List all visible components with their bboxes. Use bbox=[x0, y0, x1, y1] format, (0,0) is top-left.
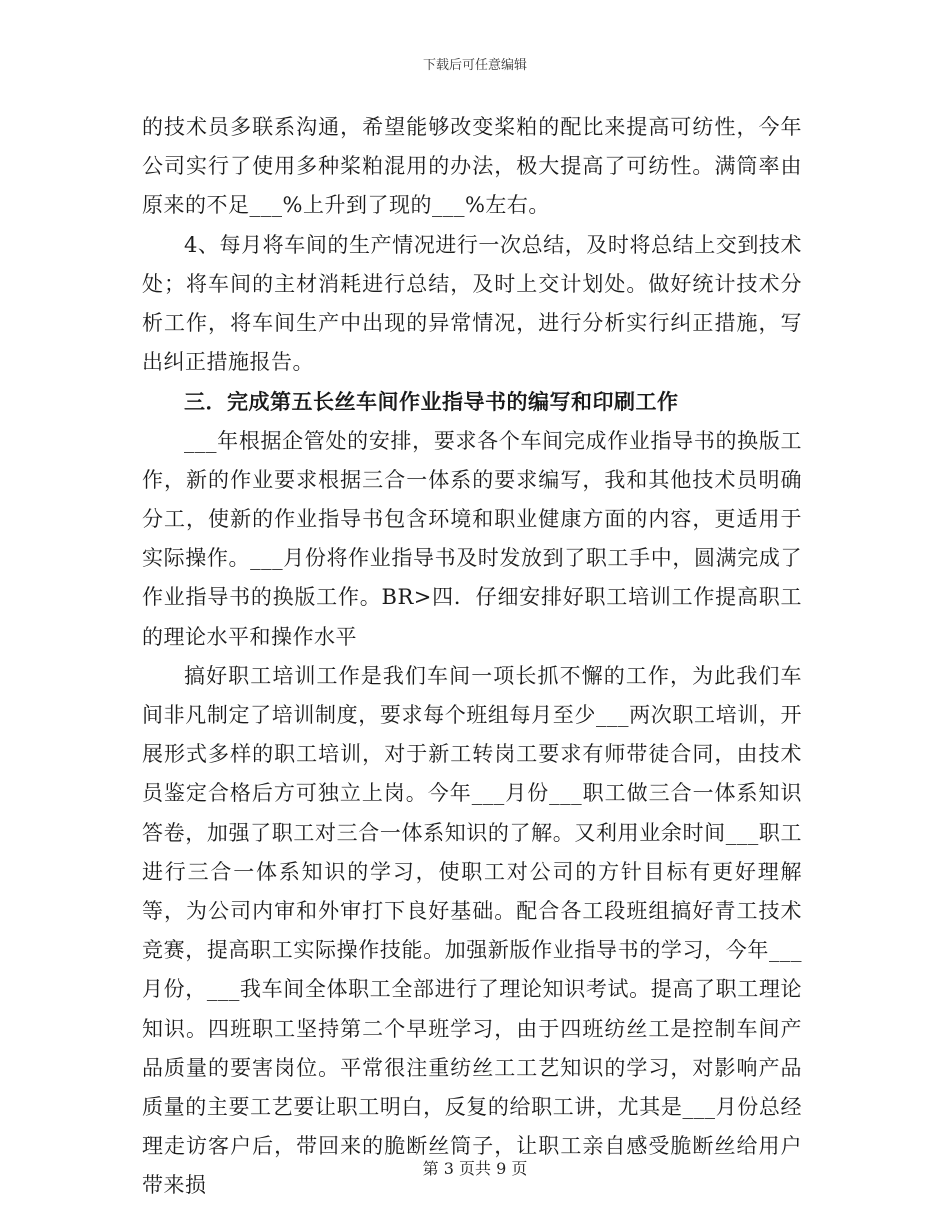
paragraph-training: 搞好职工培训工作是我们车间一项长抓不懈的工作，为此我们车间非凡制定了培训制度，要求每个班组每月至少___两次职工培训，开展形式多样的职工培训，对于新工转岗工要求有师带徒合同，由技术员鉴定合格后方可独立上岗。今年___月份___职工做三合一体系知识答卷，加强了职工对三合一体系知识的了解。又利用业余时间___职工进行三合一体系知识的学习，使职工对公司的方针目标有更好理解等，为公司内审和外审打下良好基础。配合各工段班组搞好青工技术竞赛，提高职工实际操作技能。加强新版作业指导书的学习，今年___月份，___我车间全体职工全部进行了理论知识考试。提高了职工理论知识。四班职工坚持第二个早班学习，由于四班纺丝工是控制车间产品质量的要害岗位。平常很注重纺丝工工艺知识的学习，对影响产品质量的主要工艺要让职工明白，反复的给职工讲，尤其是___月份总经理走访客户后，带回来的脆断丝筒子，让职工亲自感受脆断丝给用户带来损 bbox=[142, 663, 802, 1198]
page-header-note: 下载后可任意编辑 bbox=[422, 58, 527, 73]
paragraph-item-4: 4、每月将车间的生产情况进行一次总结，及时将总结上交到技术处；将车间的主材消耗进行总结，及时上交计划处。做好统计技术分析工作，将车间生产中出现的异常情况，进行分析实行纠正措施，写出纠正措施报告。 bbox=[142, 232, 802, 375]
section-heading-3: 三．完成第五长丝车间作业指导书的编写和印刷工作 bbox=[184, 389, 679, 415]
document-body bbox=[142, 108, 802, 1206]
paragraph-continuation: 的技术员多联系沟通，希望能够改变桨粕的配比来提高可纺性，今年公司实行了使用多种桨粕混用的办法，极大提高了可纺性。满筒率由原来的不足___%上升到了现的___%左右。 bbox=[142, 115, 802, 218]
paragraph-instruction-book: ___年根据企管处的安排，要求各个车间完成作业指导书的换版工作，新的作业要求根据三合一体系的要求编写，我和其他技术员明确分工，使新的作业指导书包含环境和职业健康方面的内容，更适用于实际操作。___月份将作业指导书及时发放到了职工手中，圆满完成了作业指导书的换版工作。BR>四．仔细安排好职工培训工作提高职工的理论水平和操作水平 bbox=[142, 428, 802, 649]
page-number: 第 3 页共 9 页 bbox=[422, 1159, 528, 1178]
